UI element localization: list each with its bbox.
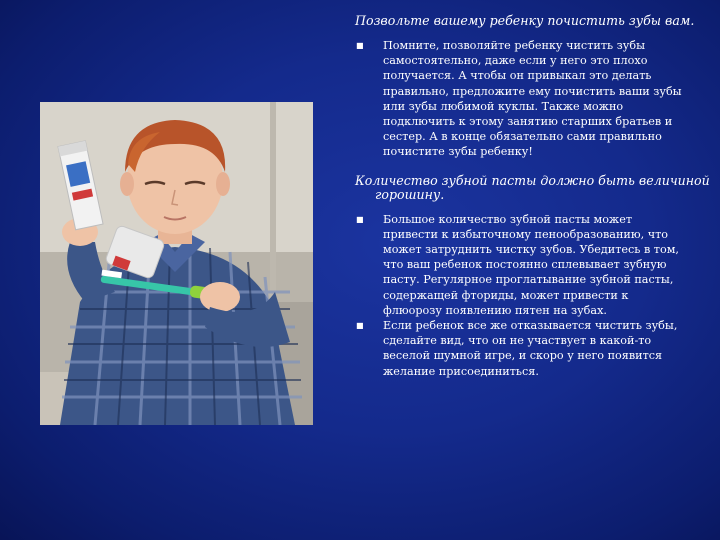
heading-line-1: Количество зубной пасты должно быть величиной — [355, 172, 710, 188]
bullet-text: Помните, позволяйте ребенку чистить зубы самостоятельно, даже если у него это плохо получается. А чтобы он привыкал это делать правильно, предложите ему почистить ваши зубы или зубы любимой куклы. Также можно подключить к этому занятию старших братьев и сестер. А в конце обязательно сами правильно почистите зубы ребенку! — [383, 39, 682, 159]
slide-text-area — [355, 14, 719, 379]
bullet-item — [355, 318, 719, 379]
bullet-text: Большое количество зубной пасты может привести к избыточному пенообразованию, что может затруднить чистку зубов. Убедитесь в том, что ваш ребенок постоянно сплевывает зубную пасту. Регулярное проглатывание зубной пасты, содержащей фториды, может привести к флюорозу появлению пятен на зубах. — [383, 212, 679, 317]
heading-let-child-brush: Позвольте вашему ребенку почистить зубы вам. — [355, 13, 695, 28]
square-bullet-icon: ■ — [356, 321, 364, 331]
bullet-text: Если ребенок все же отказывается чистить зубы, сделайте вид, что он не участвует в какой-то веселой шумной игре, и скоро у него появится желание присоединиться. — [383, 319, 678, 378]
square-bullet-icon: ■ — [356, 41, 364, 50]
bullet-item — [355, 212, 719, 318]
heading-line-2: горошину. — [375, 186, 445, 202]
child-brushing-photo — [40, 102, 313, 425]
square-bullet-icon: ■ — [356, 214, 364, 224]
bullet-item — [355, 38, 719, 160]
heading-toothpaste-amount — [355, 174, 719, 202]
